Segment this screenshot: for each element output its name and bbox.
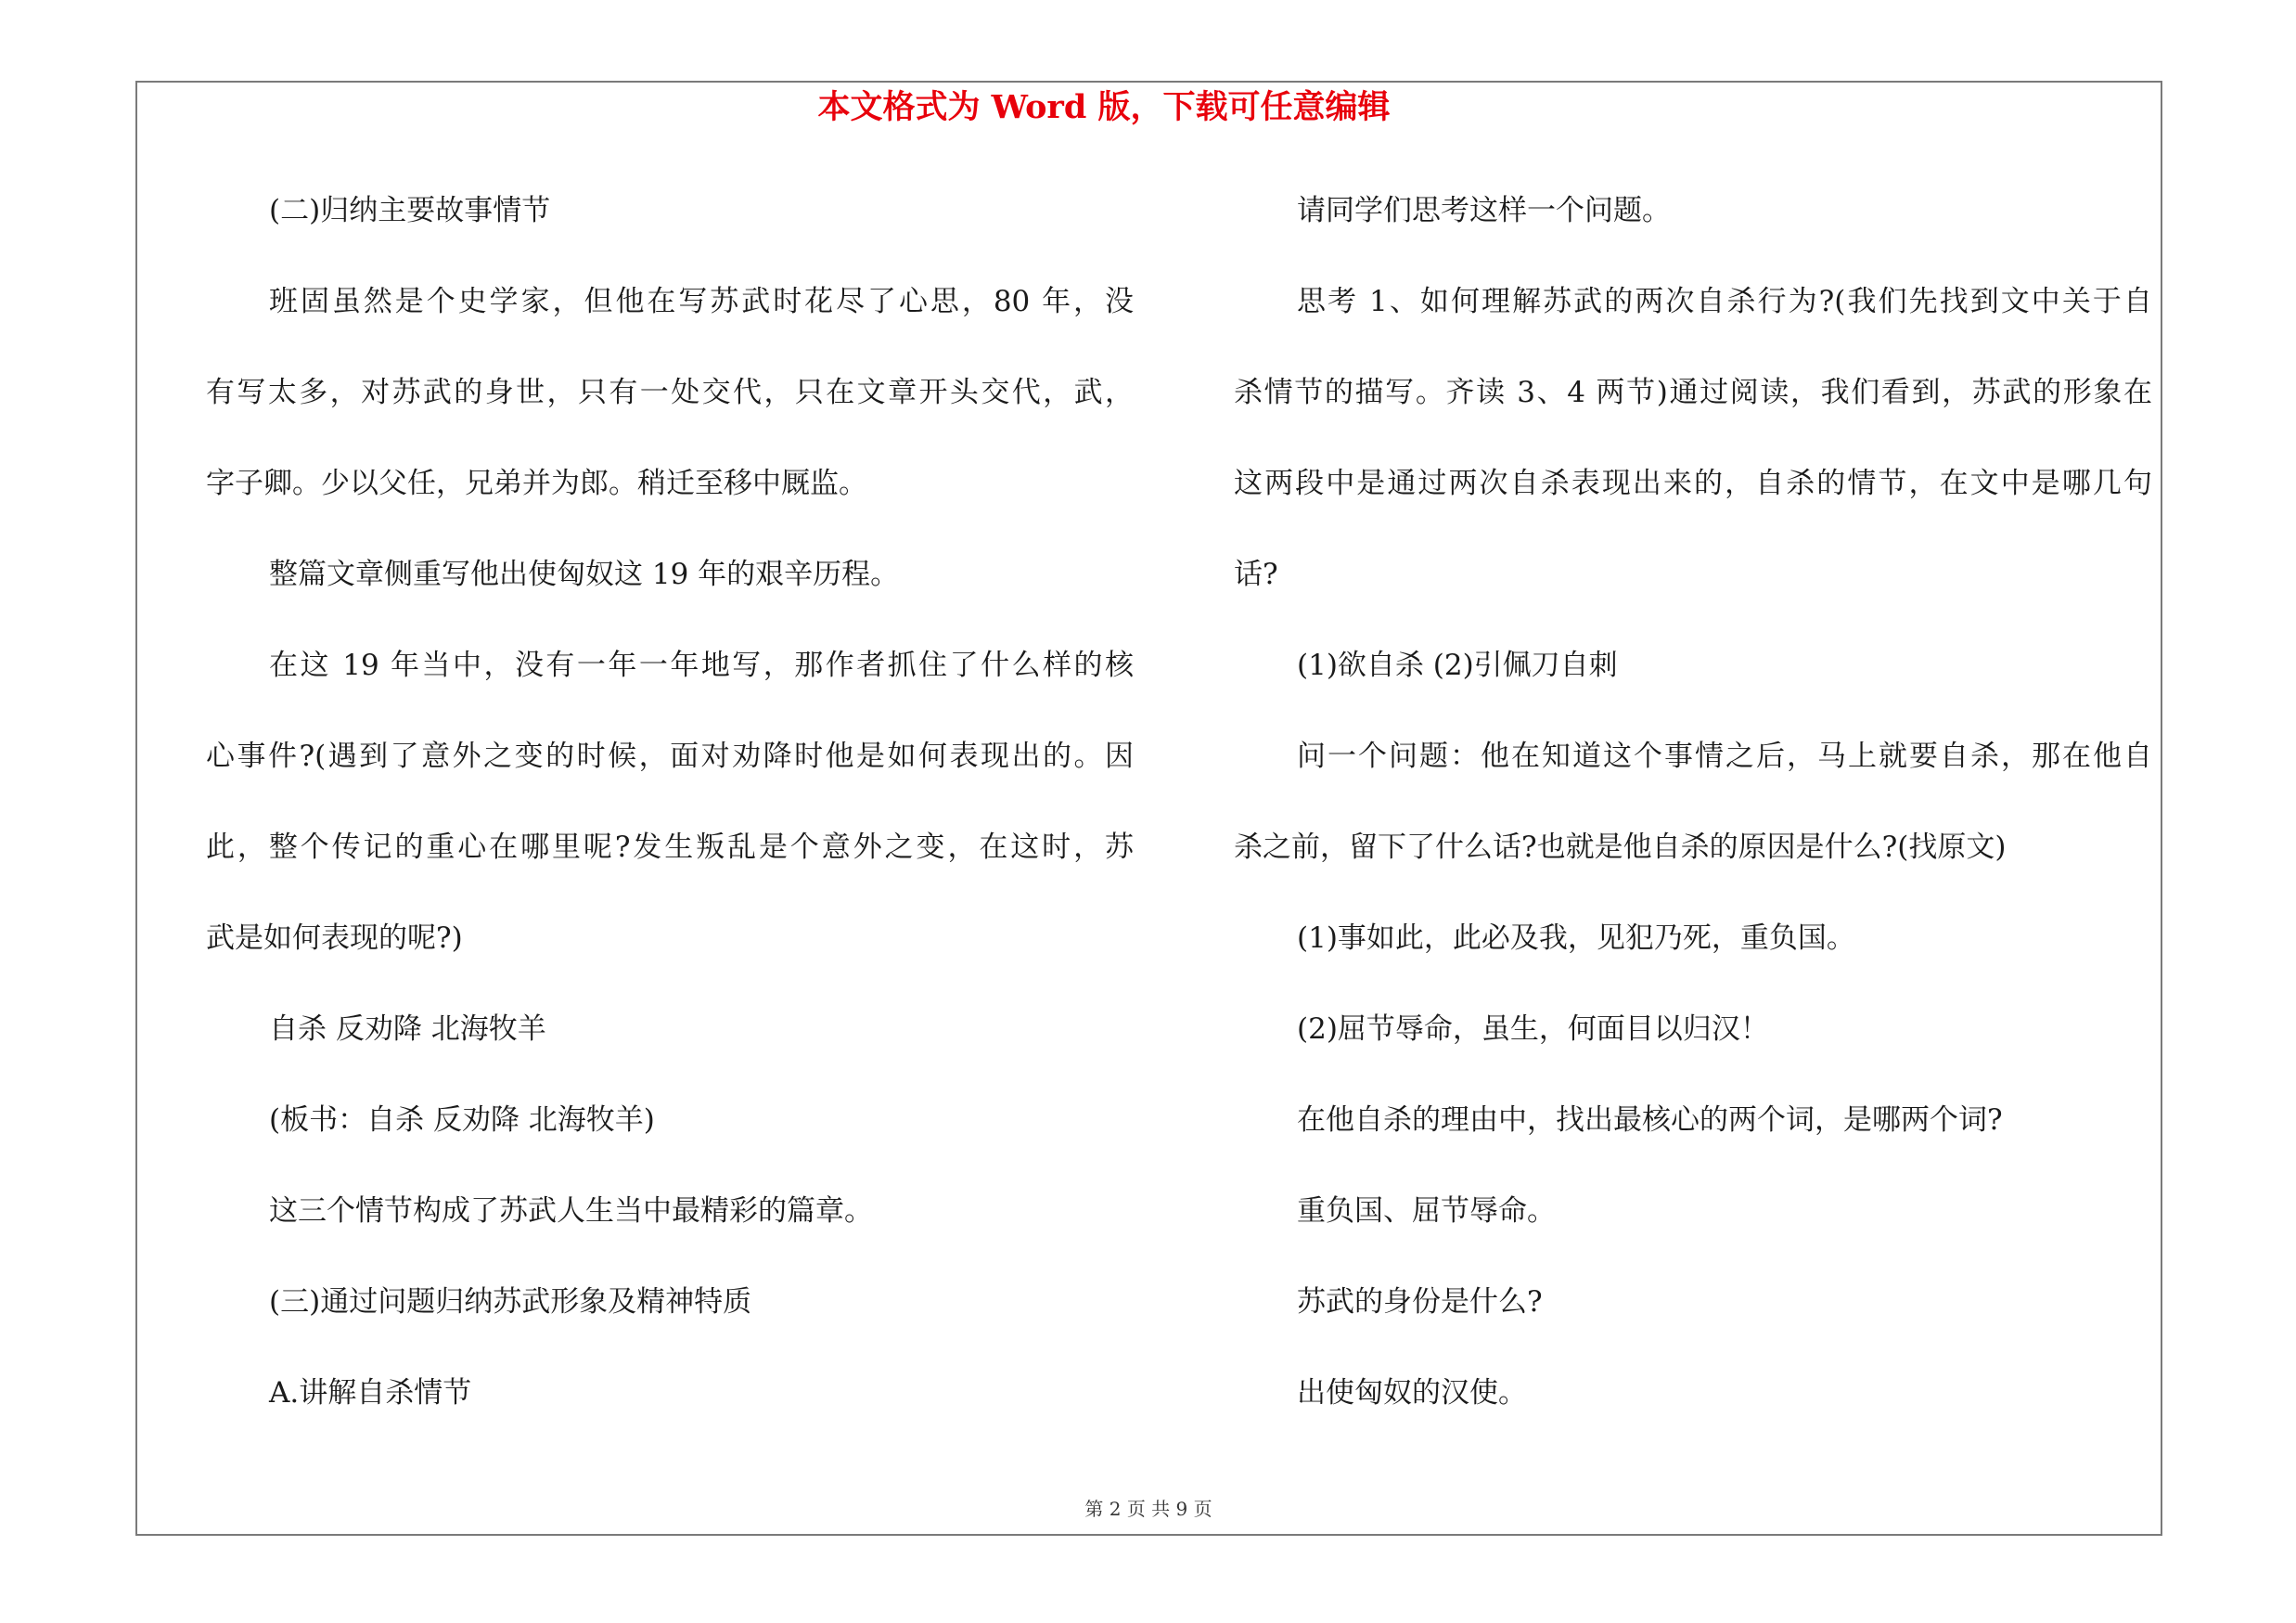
paragraph — [206, 1166, 1134, 1256]
text-line: (1)事如此，此必及我，见犯乃死，重负国。 — [1297, 921, 1855, 955]
paragraph — [1234, 1347, 2152, 1438]
paragraph — [206, 1256, 1134, 1347]
text-line: 有写太多，对苏武的身世，只有一处交代，只在文章开头交代，武， — [206, 376, 1134, 409]
paragraph — [206, 1075, 1134, 1166]
paragraph — [206, 984, 1134, 1075]
text-line: 在他自杀的理由中，找出最核心的两个词，是哪两个词? — [1297, 1103, 2003, 1137]
paragraph — [1234, 620, 2152, 711]
text-line: 武是如何表现的呢?) — [206, 921, 463, 955]
text-line: (三)通过问题归纳苏武形象及精神特质 — [269, 1285, 752, 1319]
text-line: 杀之前，留下了什么话?也就是他自杀的原因是什么?(找原文) — [1234, 831, 2007, 864]
paragraph — [1234, 1075, 2152, 1166]
text-line: 重负国、屈节辱命。 — [1297, 1194, 1556, 1228]
paragraph — [1234, 256, 2152, 620]
paragraph — [1234, 711, 2152, 893]
left-column — [206, 165, 1134, 1438]
paragraph — [1234, 893, 2152, 984]
text-line: A.讲解自杀情节 — [269, 1376, 472, 1410]
text-line: 这三个情节构成了苏武人生当中最精彩的篇章。 — [269, 1194, 873, 1228]
text-line: 心事件?(遇到了意外之变的时候，面对劝降时他是如何表现出的。因 — [206, 740, 1134, 773]
text-line: 在这 19 年当中，没有一年一年地写，那作者抓住了什么样的核 — [269, 649, 1134, 682]
text-line: 思考 1、如何理解苏武的两次自杀行为?(我们先找到文中关于自 — [1297, 285, 2152, 318]
paragraph — [1234, 984, 2152, 1075]
paragraph — [1234, 165, 2152, 256]
paragraph — [206, 256, 1134, 529]
text-line: 请同学们思考这样一个问题。 — [1297, 194, 1671, 227]
text-line: (1)欲自杀 (2)引佩刀自刺 — [1297, 649, 1618, 682]
text-line: 出使匈奴的汉使。 — [1297, 1376, 1527, 1410]
paragraph — [206, 529, 1134, 620]
text-line: 整篇文章侧重写他出使匈奴这 19 年的艰辛历程。 — [269, 558, 900, 591]
text-line: (2)屈节辱命，虽生，何面目以归汉！ — [1297, 1012, 1769, 1046]
page-number-footer: 第 2 页 共 9 页 — [1084, 1498, 1212, 1520]
text-line: 自杀 反劝降 北海牧羊 — [269, 1012, 546, 1046]
text-line: 此，整个传记的重心在哪里呢?发生叛乱是个意外之变，在这时，苏 — [206, 831, 1134, 864]
right-column — [1234, 165, 2152, 1438]
paragraph — [1234, 1256, 2152, 1347]
text-line: 苏武的身份是什么? — [1297, 1285, 1543, 1319]
paragraph — [206, 1347, 1134, 1438]
text-line: 班固虽然是个史学家，但他在写苏武时花尽了心思，80 年，没 — [269, 285, 1134, 318]
paragraph — [206, 165, 1134, 256]
paragraph — [206, 620, 1134, 984]
header-banner: 本文格式为 Word 版，下载可任意编辑 — [817, 88, 1391, 126]
text-line: 字子卿。少以父任，兄弟并为郎。稍迁至移中厩监。 — [206, 467, 867, 500]
text-line: (板书：自杀 反劝降 北海牧羊) — [269, 1103, 655, 1137]
text-line: 这两段中是通过两次自杀表现出来的，自杀的情节，在文中是哪几句 — [1234, 467, 2152, 500]
text-line: 问一个问题：他在知道这个事情之后，马上就要自杀，那在他自 — [1297, 740, 2152, 773]
text-line: 话? — [1234, 558, 1278, 591]
text-line: (二)归纳主要故事情节 — [269, 194, 551, 227]
text-line: 杀情节的描写。齐读 3、4 两节)通过阅读，我们看到，苏武的形象在 — [1234, 376, 2152, 409]
paragraph — [1234, 1166, 2152, 1256]
